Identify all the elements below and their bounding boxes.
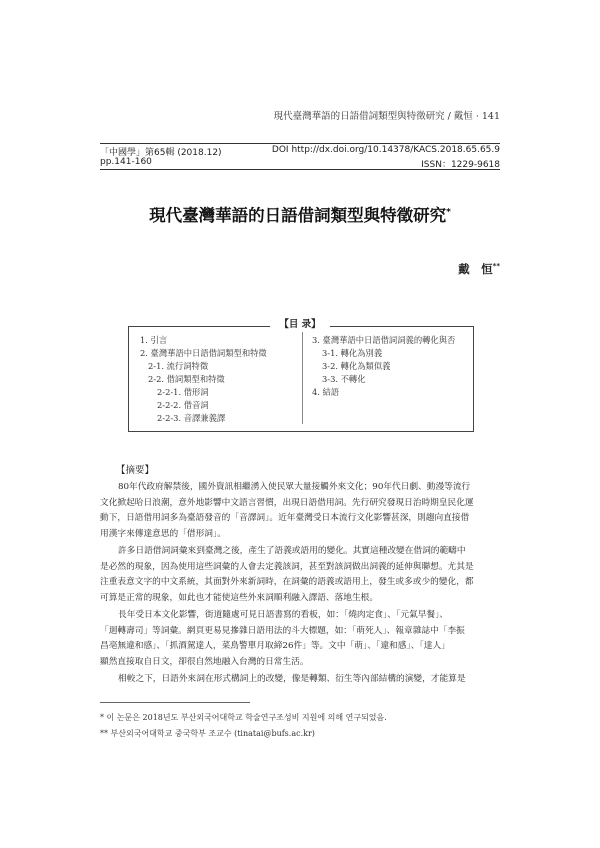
running-header: 現代臺灣華語的日語借詞類型與特徵研究 / 戴恒 · 141 (273, 111, 500, 122)
toc-item: 1. 引言 (140, 335, 168, 345)
paragraph-line: 動下，日語借用詞多為臺語發音的「音譯詞」。近年臺灣受日本流行文化影響甚深，則趨向直接借 (100, 513, 470, 524)
toc-item: 2-2-3. 音譯兼義譯 (157, 413, 226, 423)
paragraph-line: 文化掀起哈日浪潮，意外地影響中文語言習慣，出現日語借用詞。先行研究發現日治時期皇民化運 (100, 497, 474, 508)
toc-item: 2-2-2. 借音詞 (157, 400, 209, 410)
paragraph-line: 長年受日本文化影響，街道隨處可見日語書寫的看板，如：「燒肉定食」、「元氣早餐」、 (118, 610, 449, 620)
abstract-paragraph-2 (100, 544, 500, 606)
paragraph-line: 「迴轉壽司」等詞彙。網頁更易見摻雜日語用法的斗大標題，如：「萌死人」、報章雜誌中「李振 (100, 625, 465, 636)
paragraph-line: 許多日語借詞詞彙來到臺灣之後，產生了語義或語用的變化。其實這種改變在借詞的範疇中 (118, 546, 466, 556)
abstract-label: 【摘要】 (116, 465, 155, 476)
author-name: 戴 恒 (458, 262, 493, 276)
toc-item: 2-1. 流行詞特徵 (148, 361, 209, 371)
paragraph-line: 用漢字來傳達意思的「借形詞」。 (100, 528, 226, 539)
issn: ISSN：1229-9618 (421, 160, 500, 170)
toc-item: 4. 結語 (312, 387, 340, 397)
paper-title-text: 現代臺灣華語的日語借詞類型與特徵研究 (149, 206, 447, 225)
journal-meta-row-2 (100, 157, 500, 170)
meta-top-rule (100, 143, 500, 144)
paragraph-line: 昌亳無違和感」、「抓酒駕達人，菜鳥警單月取締26件」等。文中「萌」、「違和感」、「達人」 (100, 641, 450, 652)
paper-title (0, 202, 600, 226)
toc-item: 2-2. 借詞類型和特徵 (148, 374, 225, 384)
paragraph-line: 80年代政府解禁後，國外資訊相繼湧入使民眾大量接觸外來文化；90年代日劇、動漫等流行 (118, 482, 471, 492)
toc-item: 2-2-1. 借形詞 (157, 387, 209, 397)
doi: DOI http://dx.doi.org/10.14378/KACS.2018.65.65.9 (271, 145, 500, 155)
toc-item: 3-2. 轉化為類似義 (322, 361, 391, 371)
toc-item: 3-1. 轉化為別義 (322, 348, 383, 358)
paragraph-line: 相較之下，日語外來詞在形式構詞上的改變，像是轉類、衍生等內部結構的演變，才能算是 (118, 674, 466, 684)
toc-item: 2. 臺灣華語中日語借詞類型和特徵 (140, 348, 267, 358)
abstract-paragraph-4 (100, 672, 500, 688)
footnote-1: * 이 논문은 2018년도 부산외국어대학교 학술연구조성비 지원에 의해 연구되었음. (100, 713, 387, 722)
paragraph-line: 可算是正常的現象，如此也才能使這些外來詞順利融入譯語、落地生根。 (100, 592, 378, 603)
abstract-paragraph-3 (100, 608, 500, 670)
toc-item: 3. 臺灣華語中日語借詞詞義的轉化與否 (312, 335, 456, 345)
abstract-paragraph-1 (100, 480, 500, 542)
footnote-rule (100, 702, 250, 703)
toc-label: 【目 录】 (270, 316, 330, 330)
title-footnote-mark: * (446, 207, 451, 218)
paragraph-line: 注重表意文字的中文系統，其面對外來新詞時，在詞彙的語義或語用上，發生或多或少的變化，都 (100, 577, 474, 588)
toc-item: 3-3. 不轉化 (322, 374, 366, 384)
author (458, 261, 500, 277)
journal-info: 「中國學」第65輯 (2018.12) (100, 148, 222, 158)
paragraph-line: 是必然的現象，因為使用這些詞彙的人會去定義該詞，甚至對該詞做出詞義的延伸與聯想。尤其是 (100, 561, 474, 572)
footnote-2: ** 부산외국어대학교 중국학부 조교수 (tinatai@bufs.ac.kr) (100, 729, 315, 738)
toc-divider (302, 332, 303, 424)
paragraph-line: 顯然直接取自日文，卻很自然地融入台灣的日常生活。 (100, 656, 309, 667)
author-footnote-mark: ** (492, 262, 500, 271)
meta-bottom-rule (100, 169, 500, 170)
page-range: pp.141-160 (100, 157, 152, 167)
